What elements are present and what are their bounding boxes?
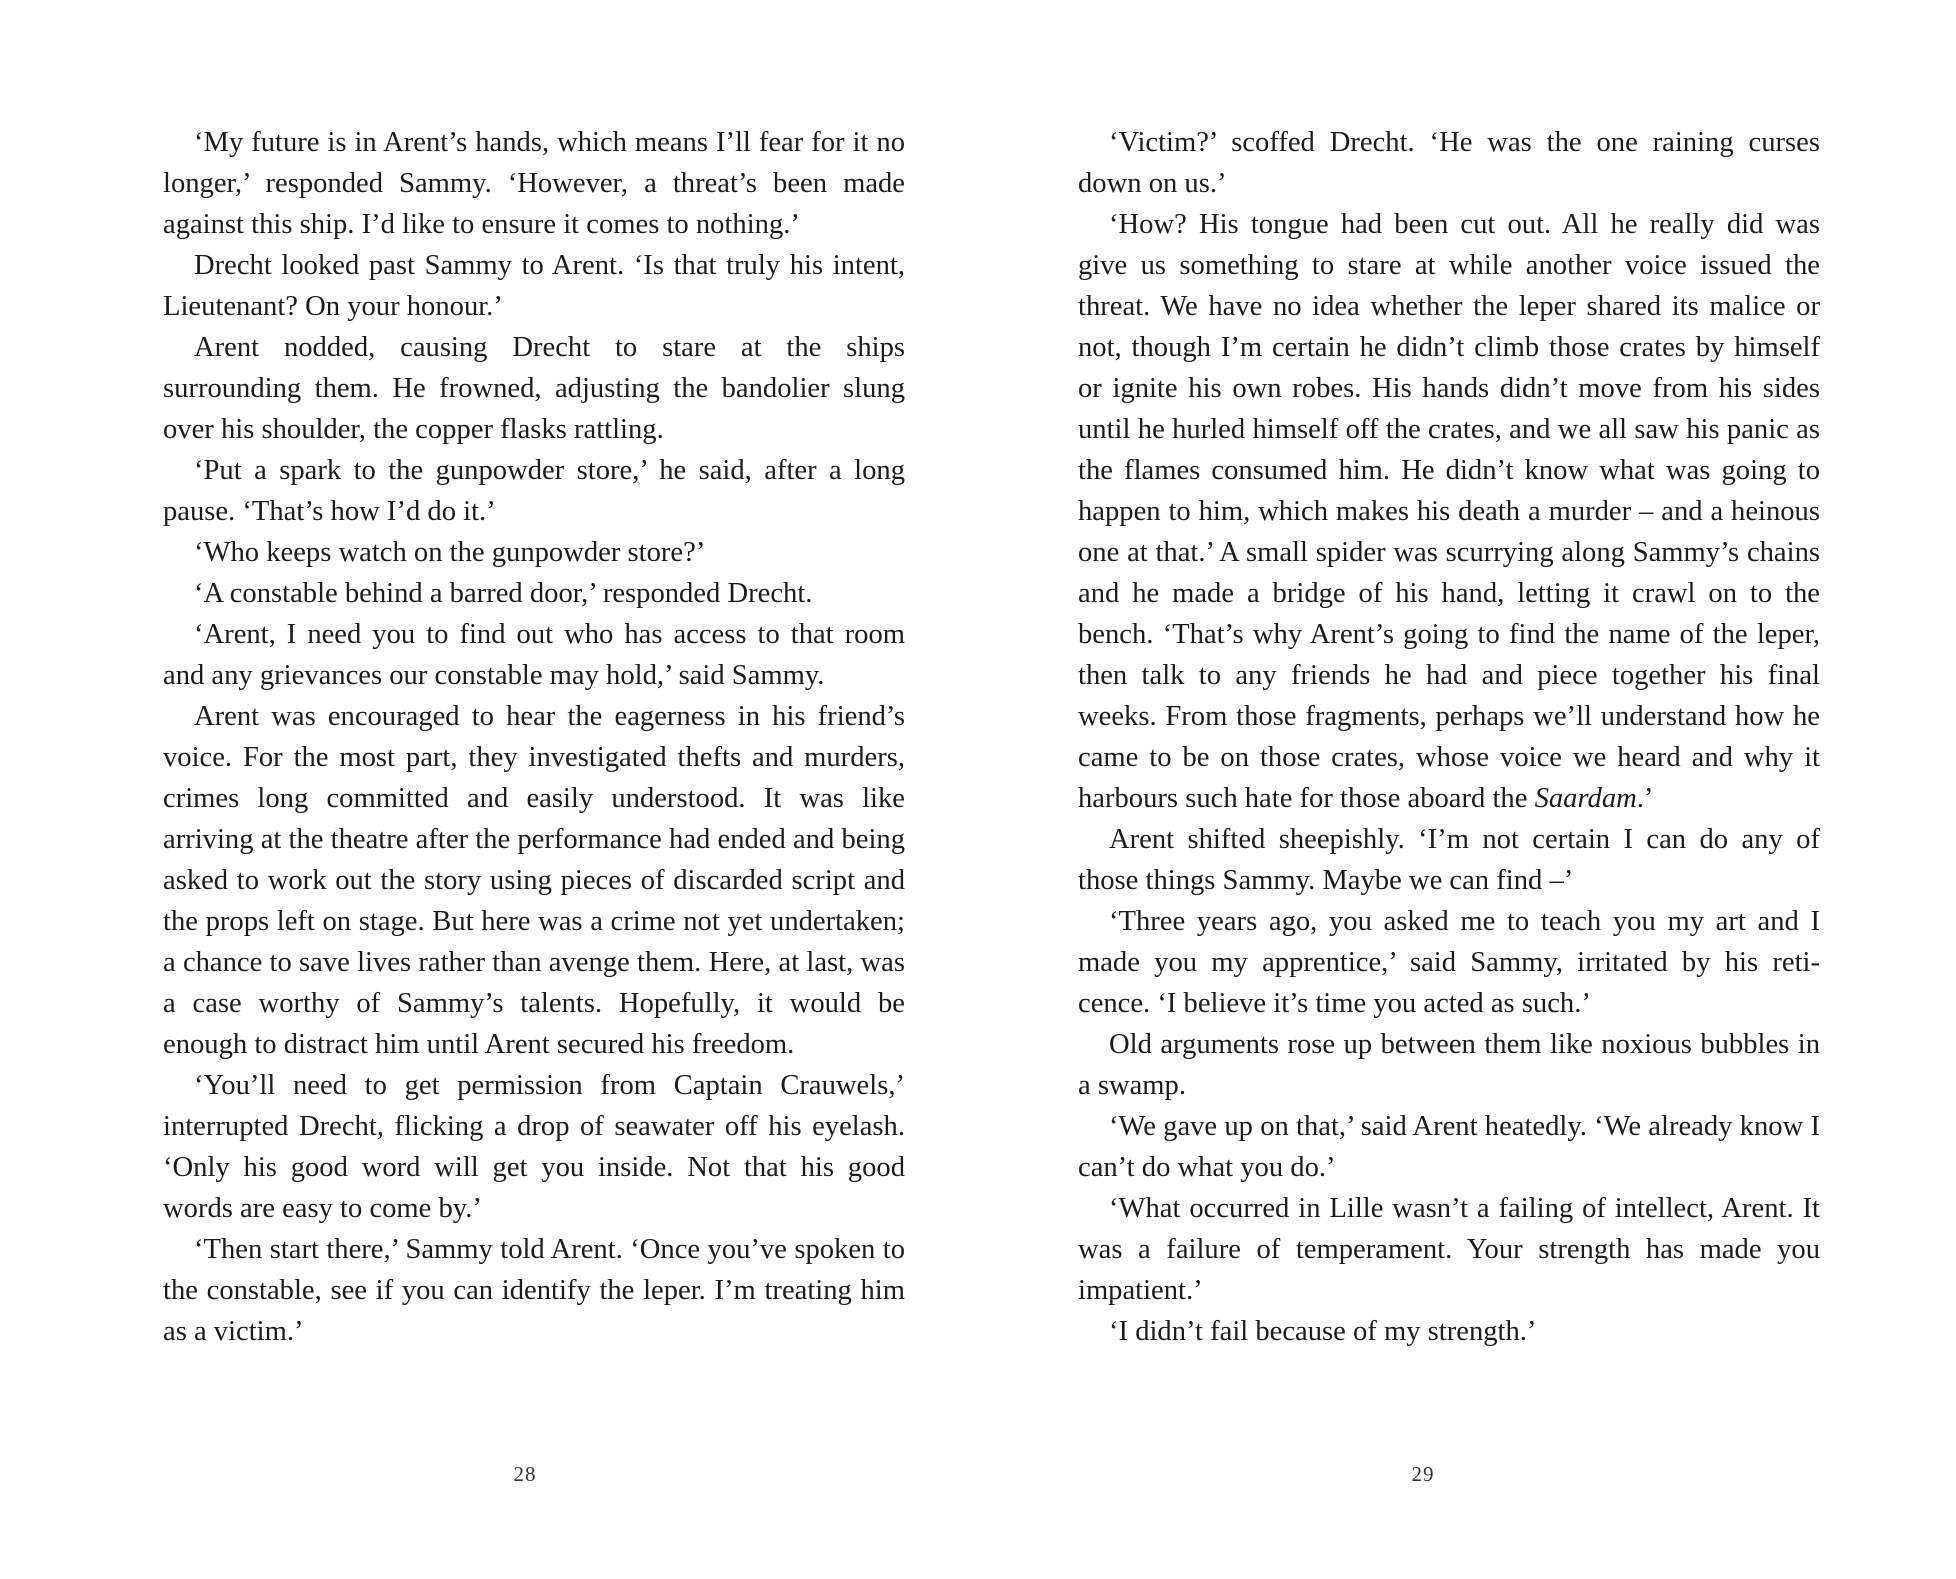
ship-name: Saardam xyxy=(1534,783,1637,814)
paragraph: ‘Victim?’ scoffed Drecht. ‘He was the one raining curses down on us.’ xyxy=(1078,127,1820,199)
paragraph: ‘What occurred in Lille wasn’t a failing of intellect, Arent. It was a failure of temperament. Your strength has made you impatient.’ xyxy=(1078,1193,1820,1306)
paragraph: Drecht looked past Sammy to Arent. ‘Is that truly his intent, Lieutenant? On your honour.’ xyxy=(163,250,905,322)
paragraph: Old arguments rose up between them like noxious bubbles in a swamp. xyxy=(1078,1029,1820,1101)
paragraph: ‘Then start there,’ Sammy told Arent. ‘Once you’ve spoken to the constable, see if you can identify the leper. I’m treating him as a victim.’ xyxy=(163,1234,905,1347)
paragraph: ‘Who keeps watch on the gunpowder store?’ xyxy=(194,537,706,568)
paragraph: ‘Put a spark to the gunpowder store,’ he said, after a long pause. ‘That’s how I’d do it.’ xyxy=(163,455,905,527)
right-page-text xyxy=(1078,122,1820,1352)
paragraph: ‘A constable behind a barred door,’ responded Drecht. xyxy=(194,578,813,609)
paragraph: ‘I didn’t fail because of my strength.’ xyxy=(1109,1316,1537,1347)
paragraph: Arent shifted sheepishly. ‘I’m not certain I can do any of those things Sammy. Maybe we can find –’ xyxy=(1078,824,1820,896)
left-page-text xyxy=(163,122,905,1352)
paragraph xyxy=(1078,204,1820,819)
page-number: 28 xyxy=(513,1462,537,1486)
paragraph: ‘My future is in Arent’s hands, which means I’ll fear for it no longer,’ responded Sammy. ‘However, a threat’s been made against this ship. I’d like to ensure it comes to nothing.’ xyxy=(163,127,905,240)
paragraph-text: ‘How? His tongue had been cut out. All he really did was give us something to stare at while another voice issued the threat. We have no idea whether the leper shared its malice or not, though I’m certain he didn’t climb those crates by himself or ignite his own robes. His hands didn’t move from his sides until he hurled himself off the crates, and we all saw his panic as the flames consumed him. He didn’t know what was going to happen to him, which makes his death a murder – and a heinous one at that.’ A small spider was scurrying along Sammy’s chains and he made a bridge of his hand, letting it crawl on to the bench. ‘That’s why Arent’s going to find the name of the leper, then talk to any friends he had and piece together his final weeks. From those fragments, perhaps we’ll understand how he came to be on those crates, whose voice we heard and why it harbours such hate for those aboard the xyxy=(1078,209,1820,814)
page-number: 29 xyxy=(1411,1462,1435,1486)
quote-close: .’ xyxy=(1636,783,1654,814)
paragraph: ‘You’ll need to get permission from Captain Crauwels,’ interrupted Drecht, flicking a drop of seawater off his eyelash. ‘Only his good word will get you inside. Not that his good words are easy to come by.’ xyxy=(163,1070,905,1224)
paragraph: Arent nodded, causing Drecht to stare at the ships surrounding them. He frowned, adjusting the bandolier slung over his shoulder, the copper flasks rattling. xyxy=(163,332,905,445)
paragraph: ‘We gave up on that,’ said Arent heatedly. ‘We already know I can’t do what you do.’ xyxy=(1078,1111,1820,1183)
right-page xyxy=(978,0,1956,1579)
paragraph: ‘Three years ago, you asked me to teach you my art and I made you my apprentice,’ said Sammy, irritated by his reti-cence. ‘I believe it’s time you acted as such.’ xyxy=(1078,906,1820,1019)
paragraph: ‘Arent, I need you to find out who has access to that room and any grievances our constable may hold,’ said Sammy. xyxy=(163,619,905,691)
paragraph: Arent was encouraged to hear the eagerness in his friend’s voice. For the most part, they investigated thefts and murders, crimes long committed and easily understood. It was like arriving at the theatre after the performance had ended and being asked to work out the story using pieces of discarded script and the props left on stage. But here was a crime not yet undertaken; a chance to save lives rather than avenge them. Here, at last, was a case worthy of Sammy’s talents. Hopefully, it would be enough to distract him until Arent secured his freedom. xyxy=(163,701,905,1060)
